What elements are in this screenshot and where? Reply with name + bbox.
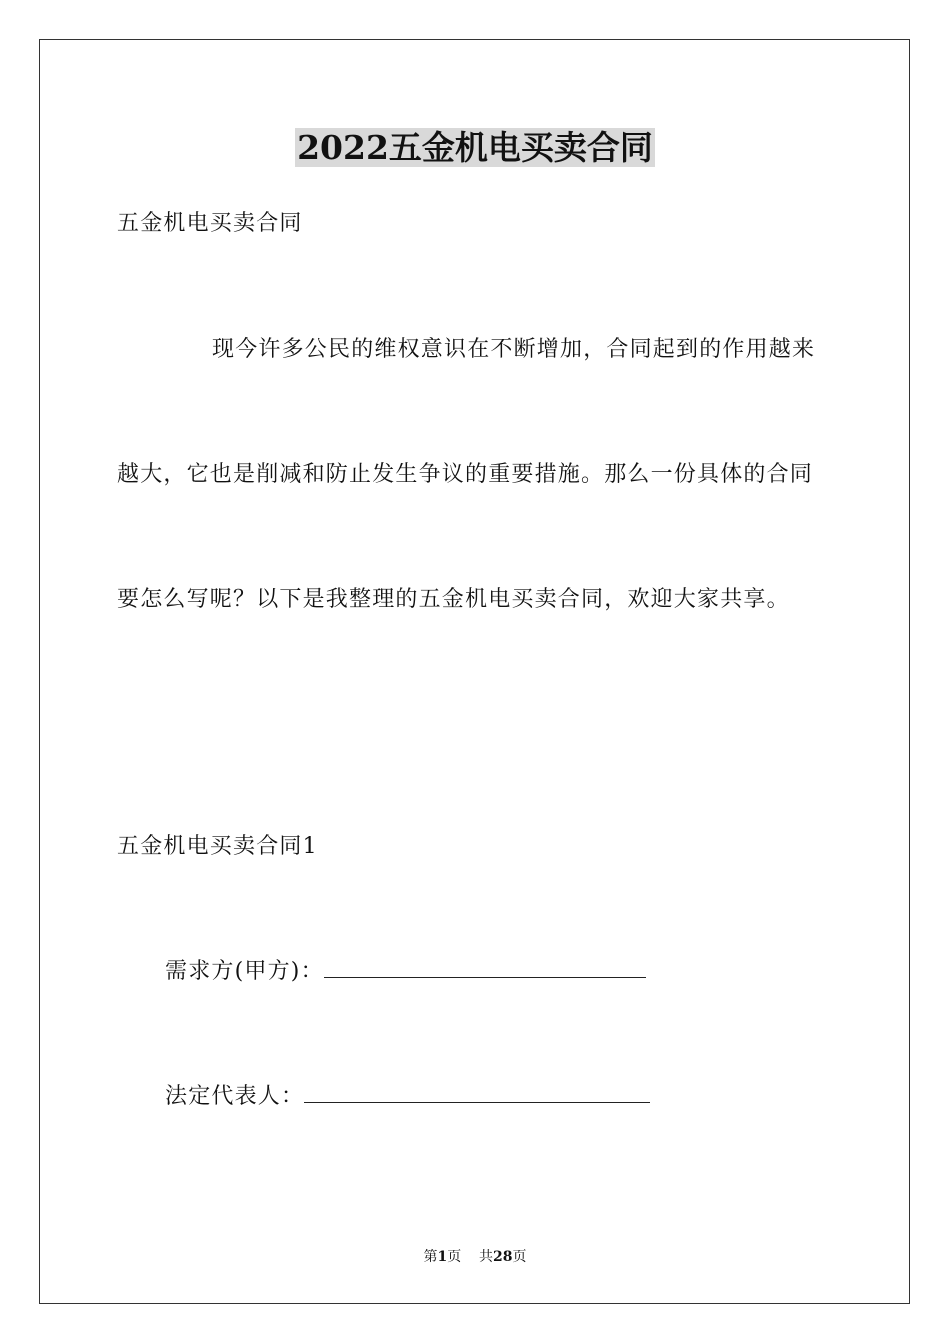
field-legal-representative	[165, 1082, 650, 1112]
field-demander-label: 需求方(甲方)：	[165, 959, 324, 984]
document-title-text: 2022五金机电买卖合同	[297, 128, 653, 167]
intro-line-2: 越大，它也是削减和防止发生争议的重要措施。那么一份具体的合同	[117, 462, 814, 487]
intro-line-1: 现今许多公民的维权意识在不断增加，合同起到的作用越来	[212, 337, 816, 362]
footer-total-suffix: 页	[512, 1249, 527, 1265]
section-heading: 五金机电买卖合同1	[117, 834, 318, 859]
footer-total-prefix: 共	[479, 1249, 494, 1265]
footer-page-number: 1	[437, 1249, 448, 1265]
document-title	[0, 127, 950, 169]
field-legal-representative-label: 法定代表人：	[165, 1084, 305, 1109]
footer-total-pages: 28	[493, 1249, 513, 1265]
document-subtitle: 五金机电买卖合同	[117, 211, 303, 236]
field-demander-blank[interactable]	[324, 957, 646, 978]
footer-page-prefix: 第	[423, 1249, 438, 1265]
field-legal-representative-blank[interactable]	[304, 1082, 650, 1103]
page-footer	[0, 1248, 950, 1266]
footer-page-suffix: 页	[447, 1249, 462, 1265]
intro-line-3: 要怎么写呢？以下是我整理的五金机电买卖合同，欢迎大家共享。	[117, 587, 790, 612]
field-demander	[165, 957, 646, 987]
